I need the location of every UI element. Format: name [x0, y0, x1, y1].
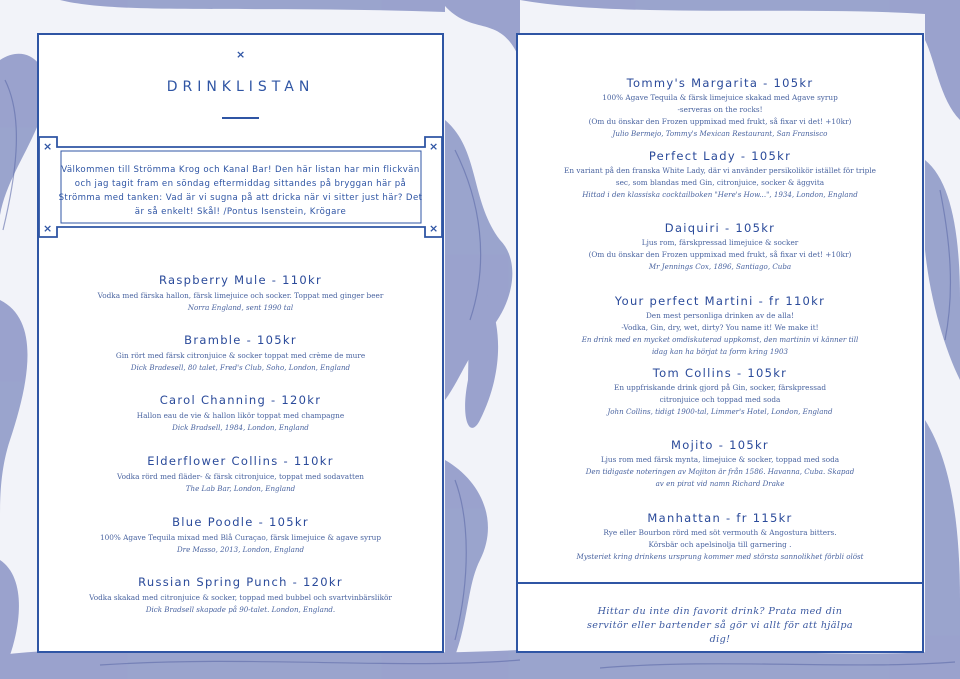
drink-name: Daiquiri - 105kr [664, 221, 776, 235]
menu-title: DRINKLISTAN [166, 79, 315, 95]
drink-description-line: citronjuice och toppad med soda [659, 395, 781, 404]
drink-name: Bramble - 105kr [184, 333, 297, 347]
drink-description [518, 382, 922, 406]
drink-name: Elderflower Collins - 110kr [147, 454, 334, 468]
drink-origin: Norra England, sent 1990 tal [187, 303, 294, 312]
drink-description-line: sec, som blandas med Gin, citronjuice, socker & äggvita [615, 178, 825, 187]
drink-origin: Julio Bermejo, Tommy's Mexican Restaurant, San Fransisco [612, 129, 828, 138]
drink-name: Russian Spring Punch - 120kr [138, 575, 343, 589]
footer-divider [518, 582, 922, 584]
drink-origin-line: av en pirat vid namn Richard Drake [655, 479, 785, 488]
drink-name: Tom Collins - 105kr [652, 366, 788, 380]
closing-note [518, 605, 922, 647]
drink-name: Manhattan - fr 115kr [647, 511, 793, 525]
drink-origin-line: En drink med en mycket omdiskuterad uppkomst, den martinin vi känner till [581, 335, 859, 344]
drink-item [518, 511, 922, 563]
drink-item [39, 273, 442, 314]
cross-icon: × [43, 140, 53, 153]
cross-icon: × [43, 222, 53, 235]
drink-item [39, 333, 442, 374]
drink-item [39, 575, 442, 616]
drink-item [518, 294, 922, 358]
drink-description-line: Körsbär och apelsinolja till garnering . [648, 540, 792, 549]
right-menu-panel [516, 33, 924, 653]
drink-description-line: Rye eller Bourbon rörd med söt vermouth & Angostura bitters. [603, 528, 837, 537]
drink-description: Hallon eau de vie & hallon likör toppat med champagne [136, 411, 345, 420]
drink-origin: Dre Masso, 2013, London, England [177, 545, 304, 554]
drink-item [39, 515, 442, 556]
drink-item [518, 76, 922, 140]
intro-text: Välkommen till Strömma Krog och Kanal Bar! Den här listan har min flickvän och jag tagit fram en söndag eftermiddag sittandes på bryggan här på Strömma med tanken: Vad är vi sugna på att dricka när vi sitter just här? Det är så enkelt! Skål! /Pontus Isenstein, Krögare [58, 165, 423, 217]
drink-origin-line: Den tidigaste noteringen av Mojiton är från 1586. Havanna, Cuba. Skapad [585, 467, 855, 476]
drink-item [39, 454, 442, 495]
drink-description [518, 310, 922, 334]
title-rule [222, 117, 259, 119]
drink-origin: Hittad i den klassiska cocktailboken "Here's How...", 1934, London, England [582, 190, 858, 199]
drink-name: Carol Channing - 120kr [159, 393, 322, 407]
drink-description: Gin rört med färsk citronjuice & socker toppat med crème de mure [115, 351, 366, 360]
drink-description: 100% Agave Tequila mixad med Blå Curaçao, färsk limejuice & agave syrup [99, 533, 382, 542]
drink-name: Raspberry Mule - 110kr [158, 273, 323, 287]
drink-name: Mojito - 105kr [671, 438, 769, 452]
drink-origin: Dick Bradesell, 80 talet, Fred's Club, Soho, London, England [130, 363, 351, 372]
drink-origin: John Collins, tidigt 1900-tal, Limmer's Hotel, London, England [607, 407, 833, 416]
drink-item [518, 366, 922, 418]
drink-description-line: (Om du önskar den Frozen uppmixad med frukt, så fixar vi det! +10kr) [588, 117, 852, 126]
drink-item [39, 393, 442, 434]
drink-description [518, 165, 922, 189]
drink-description-line: Ljus rom med färsk mynta, limejuice & socker, toppad med soda [600, 455, 840, 464]
cross-icon: × [429, 222, 439, 235]
drink-origin: The Lab Bar, London, England [185, 484, 296, 493]
drink-description [518, 237, 922, 261]
cross-icon: × [236, 48, 246, 61]
drink-description-line: (Om du önskar den Frozen uppmixad med frukt, så fixar vi det! +10kr) [588, 250, 852, 259]
drink-origin [518, 334, 922, 358]
drink-description-line: 100% Agave Tequila & färsk limejuice skakad med Agave syrup [602, 93, 838, 102]
left-menu-panel [37, 33, 444, 653]
drink-description [518, 92, 922, 128]
intro-frame [37, 135, 444, 239]
drink-item [518, 438, 922, 490]
drink-origin [518, 466, 922, 490]
drink-description: Vodka med färska hallon, färsk limejuice och socker. Toppat med ginger beer [97, 291, 384, 300]
drink-origin: Dick Bradsell skapade på 90-talet. London, England. [145, 605, 336, 614]
drink-description-line: -Vodka, Gin, dry, wet, dirty? You name it! We make it! [621, 323, 819, 332]
drink-name: Tommy's Margarita - 105kr [626, 76, 814, 90]
drink-description-line: Ljus rom, färskpressad limejuice & socker [641, 238, 799, 247]
drink-name: Perfect Lady - 105kr [648, 149, 792, 163]
closing-note-text: Hittar du inte din favorit drink? Prata med din servitör eller bartender så gör vi allt för att hjälpa dig! [586, 606, 854, 645]
drink-item [518, 149, 922, 201]
drink-name: Blue Poodle - 105kr [172, 515, 309, 529]
drink-name: Your perfect Martini - fr 110kr [614, 294, 826, 308]
drink-origin: Mr Jennings Cox, 1896, Santiago, Cuba [648, 262, 792, 271]
drink-description [518, 454, 922, 466]
drink-description-line: En uppfriskande drink gjord på Gin, socker, färskpressad [614, 383, 826, 392]
drink-description-line: Den mest personliga drinken av de alla! [645, 311, 795, 320]
drink-description [518, 527, 922, 551]
drink-description-line: -serveras on the rocks! [677, 105, 763, 114]
drink-description: Vodka skakad med citronjuice & socker, toppad med bubbel och svartvinbärslikör [89, 593, 392, 602]
drink-item [518, 221, 922, 273]
drink-origin: Dick Bradsell, 1984, London, England [172, 423, 309, 432]
drink-description: Vodka rörd med fläder- & färsk citronjuice, toppat med sodavatten [117, 472, 364, 481]
drink-origin-line: idag kan ha börjat ta form kring 1903 [652, 347, 788, 356]
drink-origin: Mysteriet kring drinkens ursprung kommer med största sannolikhet förbli olöst [576, 552, 864, 561]
cross-icon: × [429, 140, 439, 153]
drink-description-line: En variant på den franska White Lady, där vi använder persikolikör istället för triple [564, 166, 876, 175]
